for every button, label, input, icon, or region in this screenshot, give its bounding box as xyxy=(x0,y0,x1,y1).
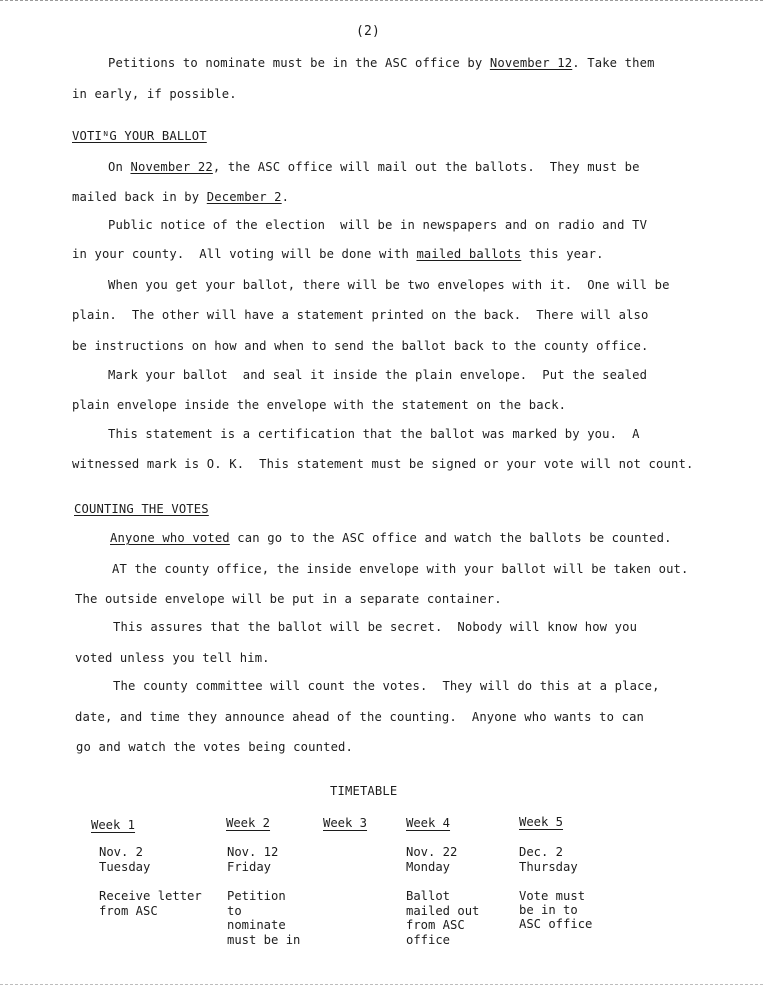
voting-p1-l2-text-a: mailed back in by xyxy=(72,190,207,204)
week-5-date: Dec. 2 xyxy=(519,845,564,859)
week-4-event-line-2: mailed out xyxy=(406,904,480,918)
anyone-who-voted-term: Anyone who voted xyxy=(110,531,230,545)
voting-section-heading: VOTIᴺG YOUR BALLOT xyxy=(72,129,207,143)
week-2-header: Week 2 xyxy=(226,816,271,830)
week-3-header: Week 3 xyxy=(323,816,368,830)
voting-p5-line-1: This statement is a certification that the ballot was marked by you. A xyxy=(108,427,640,441)
top-edge-perforation xyxy=(0,0,763,5)
petitions-deadline-date: November 12 xyxy=(489,56,573,70)
timetable-title: TIMETABLE xyxy=(330,784,398,798)
week-1-header: Week 1 xyxy=(91,818,136,832)
counting-section-heading: COUNTING THE VOTES xyxy=(74,502,209,516)
voting-p2-line-2 xyxy=(72,246,604,262)
counting-p3-line-2: voted unless you tell him. xyxy=(75,651,270,665)
counting-p4-line-3: go and watch the votes being counted. xyxy=(76,740,354,754)
week-2-date: Nov. 12 xyxy=(227,845,279,859)
mailed-ballots-term: mailed ballots xyxy=(416,247,522,261)
week-5-day: Thursday xyxy=(519,860,578,874)
week-4-event-line-4: office xyxy=(406,933,451,947)
petitions-text-a: Petitions to nominate must be in the ASC office by xyxy=(108,56,490,70)
counting-p1-line-1 xyxy=(110,530,672,546)
counting-p2-line-1: AT the county office, the inside envelope with your ballot will be taken out. xyxy=(112,562,689,576)
bottom-edge-perforation xyxy=(0,984,763,989)
counting-p3-line-1: This assures that the ballot will be secret. Nobody will know how you xyxy=(113,620,638,634)
week-2-event-line-3: nominate xyxy=(227,918,286,932)
week-5-event-line-2: be in to xyxy=(519,903,578,917)
week-1-date: Nov. 2 xyxy=(99,845,144,859)
voting-p2-line-1: Public notice of the election will be in newspapers and on radio and TV xyxy=(108,218,648,232)
ballot-return-date: December 2 xyxy=(206,190,282,204)
week-2-event-line-1: Petition xyxy=(227,889,286,903)
week-1-day: Tuesday xyxy=(99,860,151,874)
week-4-day: Monday xyxy=(406,860,451,874)
week-1-event-line-2: from ASC xyxy=(99,904,158,918)
voting-p3-line-1: When you get your ballot, there will be two envelopes with it. One will be xyxy=(108,278,670,292)
petitions-line-1 xyxy=(108,55,655,71)
voting-p1-line-2 xyxy=(72,189,289,205)
counting-p4-line-1: The county committee will count the votes. They will do this at a place, xyxy=(113,679,660,693)
week-4-date: Nov. 22 xyxy=(406,845,458,859)
week-1-event-line-1: Receive letter xyxy=(99,889,202,903)
voting-p4-line-2: plain envelope inside the envelope with the statement on the back. xyxy=(72,398,567,412)
voting-p5-line-2: witnessed mark is O. K. This statement must be signed or your vote will not count. xyxy=(72,457,694,471)
ballot-mail-date: November 22 xyxy=(130,160,213,174)
voting-p4-line-1: Mark your ballot and seal it inside the plain envelope. Put the sealed xyxy=(108,368,648,382)
voting-p1-l2-text-b: . xyxy=(281,190,290,204)
counting-p1-text-b: can go to the ASC office and watch the ballots be counted. xyxy=(229,531,672,545)
voting-p1-text-a: On xyxy=(108,160,131,174)
week-4-event-line-3: from ASC xyxy=(406,918,465,932)
voting-p3-line-3: be instructions on how and when to send the ballot back to the county office. xyxy=(72,339,649,353)
petitions-line-2: in early, if possible. xyxy=(72,87,237,101)
week-5-event-line-3: ASC office xyxy=(519,917,593,931)
voting-p3-line-2: plain. The other will have a statement printed on the back. There will also xyxy=(72,308,649,322)
voting-p2-text-a: in your county. All voting will be done with xyxy=(72,247,417,261)
voting-p1-line-1 xyxy=(108,159,640,175)
counting-p2-line-2: The outside envelope will be put in a separate container. xyxy=(75,592,502,606)
week-2-day: Friday xyxy=(227,860,272,874)
week-5-header: Week 5 xyxy=(519,815,564,829)
week-2-event-line-2: to xyxy=(227,904,242,918)
page-number: (2) xyxy=(356,24,380,39)
voting-p2-text-b: this year. xyxy=(521,247,604,261)
petitions-text-b: . Take them xyxy=(572,56,655,70)
week-4-header: Week 4 xyxy=(406,816,451,830)
week-4-event-line-1: Ballot xyxy=(406,889,451,903)
week-5-event-line-1: Vote must xyxy=(519,889,586,903)
voting-p1-text-b: , the ASC office will mail out the ballots. They must be xyxy=(212,160,640,174)
week-2-event-line-4: must be in xyxy=(227,933,301,947)
counting-p4-line-2: date, and time they announce ahead of the counting. Anyone who wants to can xyxy=(75,710,645,724)
